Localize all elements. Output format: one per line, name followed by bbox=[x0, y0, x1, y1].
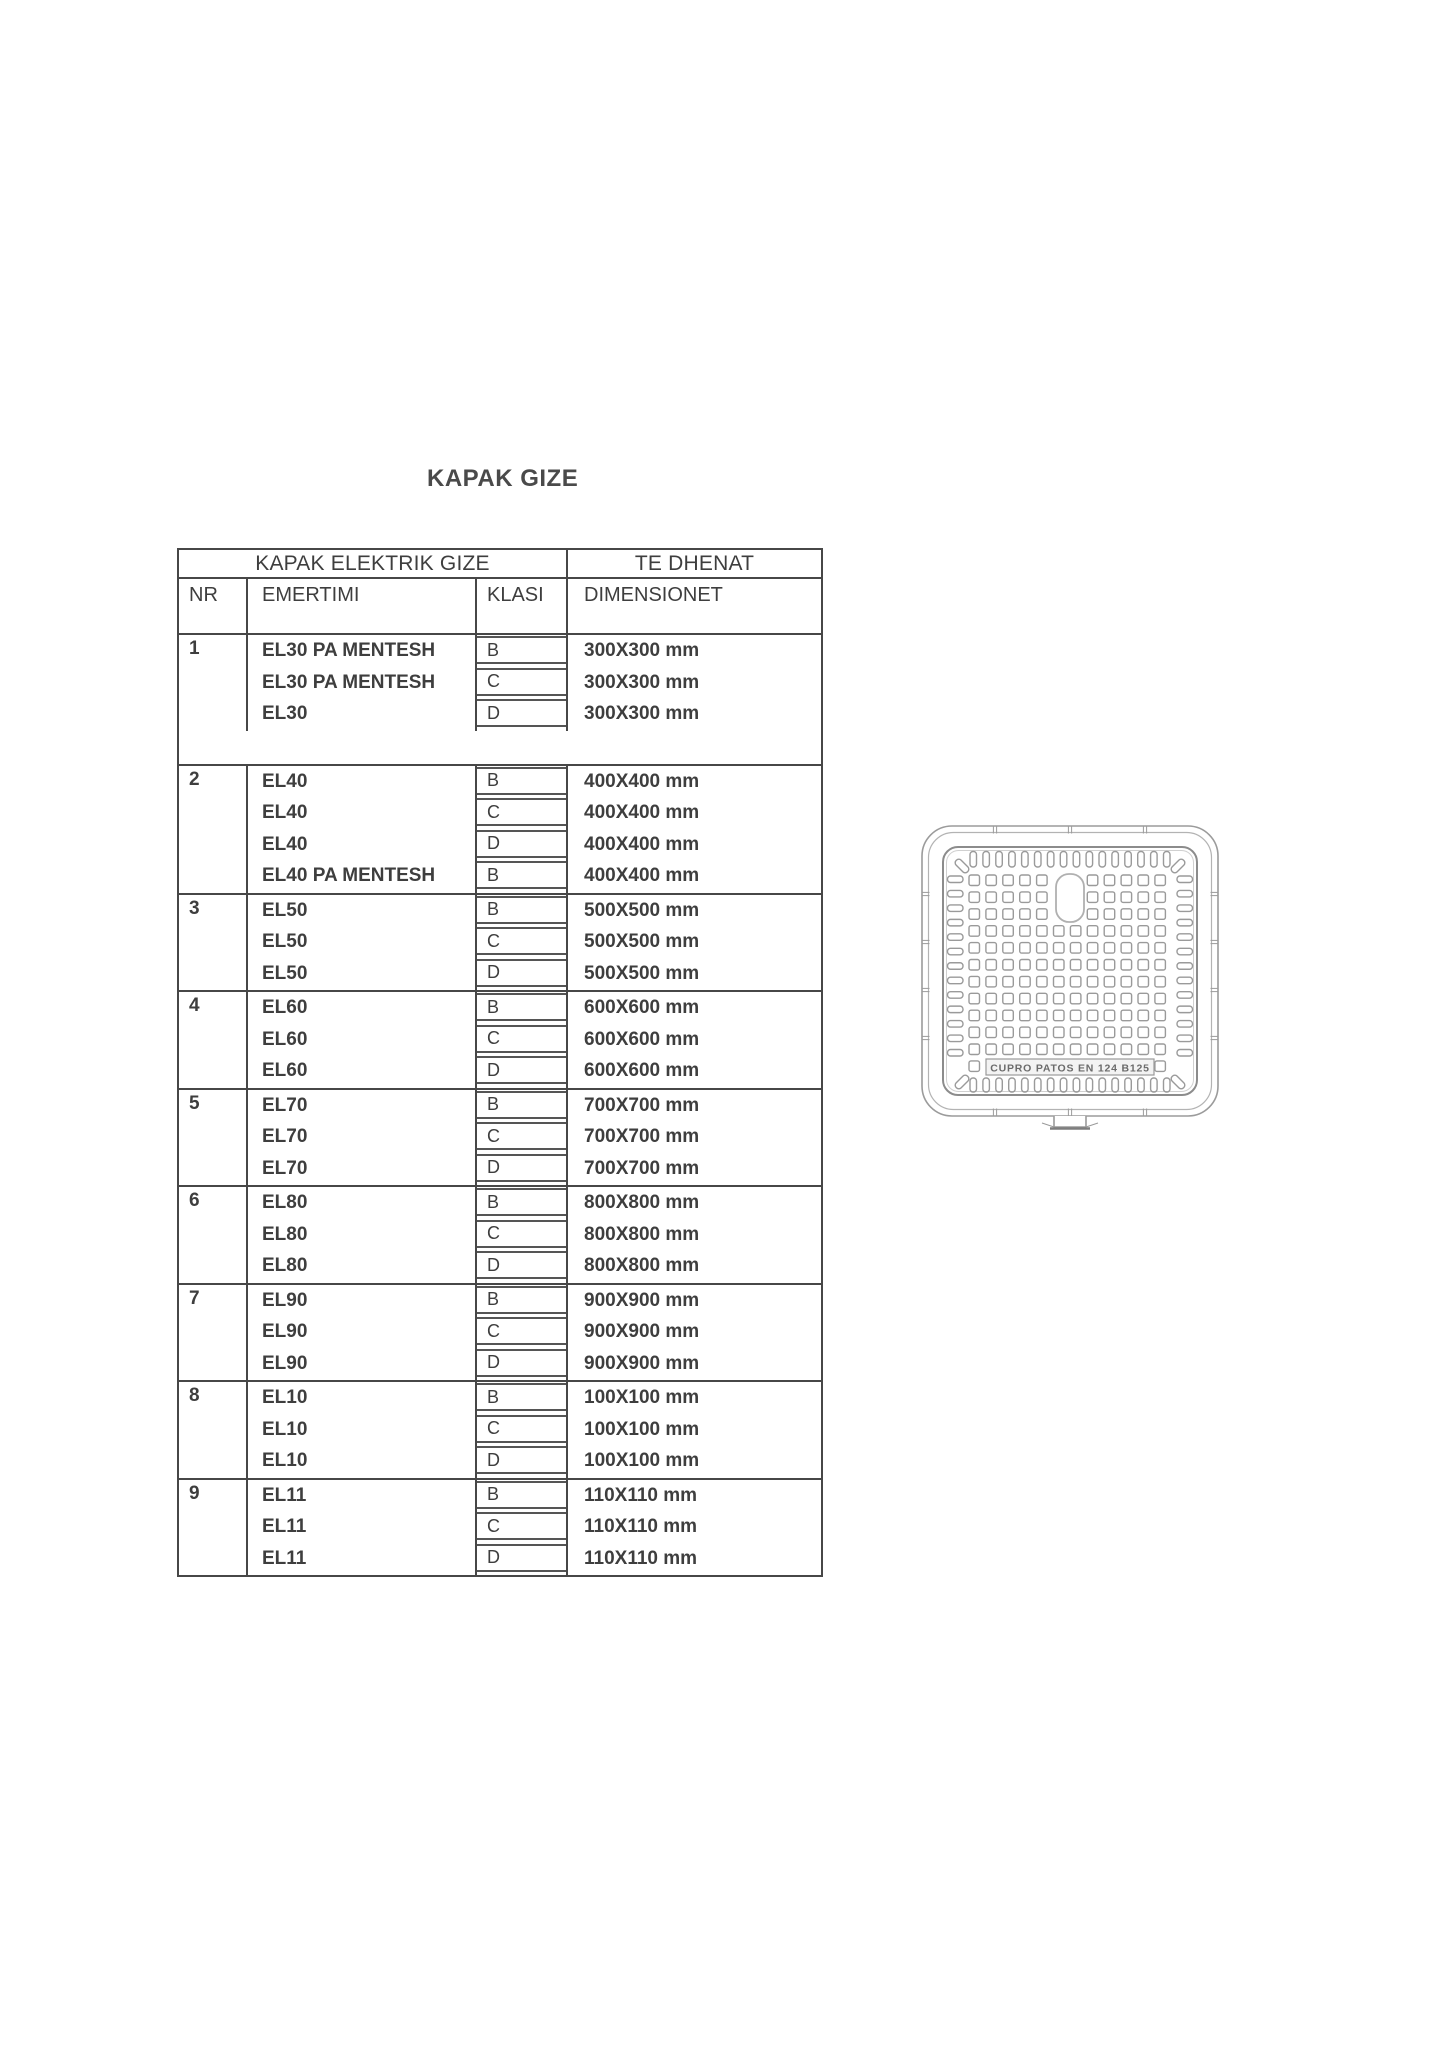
cell-emertimi bbox=[248, 1285, 477, 1381]
klasi-value: C bbox=[477, 668, 566, 696]
emertimi-value: EL80 bbox=[262, 1223, 308, 1245]
dimension-value: 300X300 mm bbox=[584, 671, 700, 693]
cell-dimensionet bbox=[568, 1382, 821, 1478]
klasi-value: B bbox=[477, 1188, 566, 1216]
emertimi-value: EL60 bbox=[262, 1060, 308, 1081]
dimension-value: 600X600 mm bbox=[584, 997, 700, 1018]
table-group-row bbox=[179, 1185, 821, 1283]
emertimi-value: EL10 bbox=[262, 1418, 308, 1440]
dimension-value: 110X110 mm bbox=[584, 1516, 698, 1537]
emertimi-value: EL30 PA MENTESH bbox=[262, 671, 436, 693]
table-group-row bbox=[179, 1478, 821, 1576]
klasi-value: B bbox=[477, 767, 566, 795]
dimension-value: 100X100 mm bbox=[584, 1418, 700, 1440]
emertimi-value: EL50 bbox=[262, 962, 308, 984]
klasi-value: C bbox=[477, 1220, 566, 1248]
cell-emertimi bbox=[248, 992, 477, 1088]
cell-klasi bbox=[477, 1187, 568, 1283]
cell-klasi bbox=[477, 1382, 568, 1478]
cell-emertimi bbox=[248, 1480, 477, 1576]
cell-dimensionet bbox=[568, 1090, 821, 1186]
dimension-value: 110X110 mm bbox=[584, 1484, 698, 1506]
emertimi-value: EL70 bbox=[262, 1157, 308, 1179]
emertimi-value: EL40 bbox=[262, 802, 308, 823]
group-header-te-dhenat: TE DHENAT bbox=[634, 551, 755, 575]
klasi-value: C bbox=[477, 798, 566, 826]
klasi-value: B bbox=[477, 861, 566, 889]
table-group-row bbox=[179, 1088, 821, 1186]
emertimi-value: EL11 bbox=[262, 1547, 307, 1569]
cover-label-text: CUPRO PATOS EN 124 B125 bbox=[990, 1062, 1150, 1075]
dimension-value: 500X500 mm bbox=[584, 962, 700, 984]
emertimi-value: EL11 bbox=[262, 1516, 307, 1537]
cell-klasi bbox=[477, 1285, 568, 1381]
column-header-nr: NR bbox=[179, 579, 248, 633]
dimension-value: 400X400 mm bbox=[584, 770, 700, 792]
klasi-value: D bbox=[477, 699, 566, 727]
klasi-value: B bbox=[477, 636, 566, 664]
klasi-value: B bbox=[477, 993, 566, 1021]
klasi-value: D bbox=[477, 959, 566, 987]
emertimi-value: EL80 bbox=[262, 1255, 308, 1276]
emertimi-value: EL40 bbox=[262, 770, 308, 792]
cell-emertimi bbox=[248, 635, 477, 731]
table-group-row bbox=[179, 764, 821, 893]
emertimi-value: EL11 bbox=[262, 1484, 307, 1506]
klasi-value: C bbox=[477, 927, 566, 955]
cell-nr: 7 bbox=[179, 1285, 248, 1381]
kapak-elektrik-table bbox=[177, 548, 823, 1577]
cell-klasi bbox=[477, 895, 568, 991]
cell-emertimi bbox=[248, 1090, 477, 1186]
klasi-value: D bbox=[477, 1251, 566, 1279]
emertimi-value: EL40 bbox=[262, 833, 308, 855]
emertimi-value: EL80 bbox=[262, 1192, 308, 1213]
cell-klasi bbox=[477, 635, 568, 731]
table-group-row bbox=[179, 893, 821, 991]
klasi-value: C bbox=[477, 1122, 566, 1150]
cell-nr: 6 bbox=[179, 1187, 248, 1283]
dimension-value: 400X400 mm bbox=[584, 833, 700, 855]
emertimi-value: EL60 bbox=[262, 1028, 308, 1050]
klasi-value: B bbox=[477, 1383, 566, 1411]
cell-dimensionet bbox=[568, 1480, 821, 1576]
emertimi-value: EL90 bbox=[262, 1352, 308, 1374]
cell-klasi bbox=[477, 992, 568, 1088]
dimension-value: 800X800 mm bbox=[584, 1223, 700, 1245]
klasi-value: D bbox=[477, 1544, 566, 1572]
cover-logo-capsule bbox=[1056, 874, 1084, 922]
dimension-value: 800X800 mm bbox=[584, 1255, 700, 1276]
dimension-value: 100X100 mm bbox=[584, 1387, 700, 1408]
emertimi-value: EL30 bbox=[262, 703, 308, 724]
klasi-value: C bbox=[477, 1415, 566, 1443]
klasi-value: B bbox=[477, 896, 566, 924]
cell-dimensionet bbox=[568, 1187, 821, 1283]
cell-dimensionet bbox=[568, 1285, 821, 1381]
klasi-value: C bbox=[477, 1025, 566, 1053]
cell-klasi bbox=[477, 1090, 568, 1186]
dimension-value: 400X400 mm bbox=[584, 802, 700, 823]
table-group-row bbox=[179, 1380, 821, 1478]
dimension-value: 900X900 mm bbox=[584, 1321, 700, 1342]
dimension-value: 900X900 mm bbox=[584, 1352, 700, 1374]
cell-dimensionet bbox=[568, 895, 821, 991]
cell-emertimi bbox=[248, 1382, 477, 1478]
cell-nr: 9 bbox=[179, 1480, 248, 1576]
cell-dimensionet bbox=[568, 635, 821, 731]
column-header-klasi: KLASI bbox=[477, 579, 568, 633]
column-header-dimensionet: DIMENSIONET bbox=[584, 584, 723, 606]
dimension-value: 600X600 mm bbox=[584, 1060, 700, 1081]
klasi-value: D bbox=[477, 1349, 566, 1377]
emertimi-value: EL10 bbox=[262, 1387, 308, 1408]
table-group-row bbox=[179, 635, 821, 764]
dimension-value: 900X900 mm bbox=[584, 1289, 700, 1311]
cell-dimensionet bbox=[568, 992, 821, 1088]
cell-nr: 1 bbox=[179, 635, 248, 731]
emertimi-value: EL40 PA MENTESH bbox=[262, 865, 436, 886]
dimension-value: 300X300 mm bbox=[584, 640, 700, 661]
klasi-value: B bbox=[477, 1481, 566, 1509]
dimension-value: 600X600 mm bbox=[584, 1028, 700, 1050]
dimension-value: 110X110 mm bbox=[584, 1547, 698, 1569]
emertimi-value: EL90 bbox=[262, 1289, 308, 1311]
emertimi-value: EL10 bbox=[262, 1450, 308, 1471]
cell-nr: 3 bbox=[179, 895, 248, 991]
table-group-header-row bbox=[179, 550, 821, 579]
dimension-value: 300X300 mm bbox=[584, 703, 700, 724]
klasi-value: D bbox=[477, 830, 566, 858]
cell-nr: 2 bbox=[179, 766, 248, 893]
dimension-value: 500X500 mm bbox=[584, 899, 700, 921]
manhole-cover-diagram bbox=[920, 824, 1220, 1142]
emertimi-value: EL30 PA MENTESH bbox=[262, 640, 436, 661]
manhole-cover-drawing bbox=[920, 824, 1220, 1142]
dimension-value: 400X400 mm bbox=[584, 865, 700, 886]
klasi-value: C bbox=[477, 1512, 566, 1540]
table-column-header-row bbox=[179, 579, 821, 635]
klasi-value: D bbox=[477, 1056, 566, 1084]
cell-klasi bbox=[477, 766, 568, 893]
cover-bottom-tab bbox=[1054, 1116, 1086, 1127]
dimension-value: 100X100 mm bbox=[584, 1450, 700, 1471]
table-group-row bbox=[179, 990, 821, 1088]
table-body bbox=[179, 635, 821, 1575]
klasi-value: D bbox=[477, 1154, 566, 1182]
page-title: KAPAK GIZE bbox=[427, 465, 579, 492]
cell-emertimi bbox=[248, 895, 477, 991]
dimension-value: 700X700 mm bbox=[584, 1157, 700, 1179]
cell-dimensionet bbox=[568, 766, 821, 893]
cell-emertimi bbox=[248, 1187, 477, 1283]
klasi-value: B bbox=[477, 1286, 566, 1314]
dimension-value: 700X700 mm bbox=[584, 1094, 700, 1116]
emertimi-value: EL50 bbox=[262, 931, 308, 952]
dimension-value: 500X500 mm bbox=[584, 931, 700, 952]
emertimi-value: EL70 bbox=[262, 1094, 308, 1116]
klasi-value: C bbox=[477, 1317, 566, 1345]
cell-emertimi bbox=[248, 766, 477, 893]
klasi-value: D bbox=[477, 1446, 566, 1474]
emertimi-value: EL90 bbox=[262, 1321, 308, 1342]
group-header-kapak-elektrik-gize: KAPAK ELEKTRIK GIZE bbox=[179, 550, 568, 577]
cell-klasi bbox=[477, 1480, 568, 1576]
klasi-value: B bbox=[477, 1091, 566, 1119]
cell-nr: 5 bbox=[179, 1090, 248, 1186]
emertimi-value: EL60 bbox=[262, 997, 308, 1018]
cell-nr: 4 bbox=[179, 992, 248, 1088]
dimension-value: 700X700 mm bbox=[584, 1126, 700, 1147]
dimension-value: 800X800 mm bbox=[584, 1192, 700, 1213]
emertimi-value: EL70 bbox=[262, 1126, 308, 1147]
column-header-emertimi: EMERTIMI bbox=[248, 579, 477, 633]
cell-nr: 8 bbox=[179, 1382, 248, 1478]
emertimi-value: EL50 bbox=[262, 899, 308, 921]
table-group-row bbox=[179, 1283, 821, 1381]
